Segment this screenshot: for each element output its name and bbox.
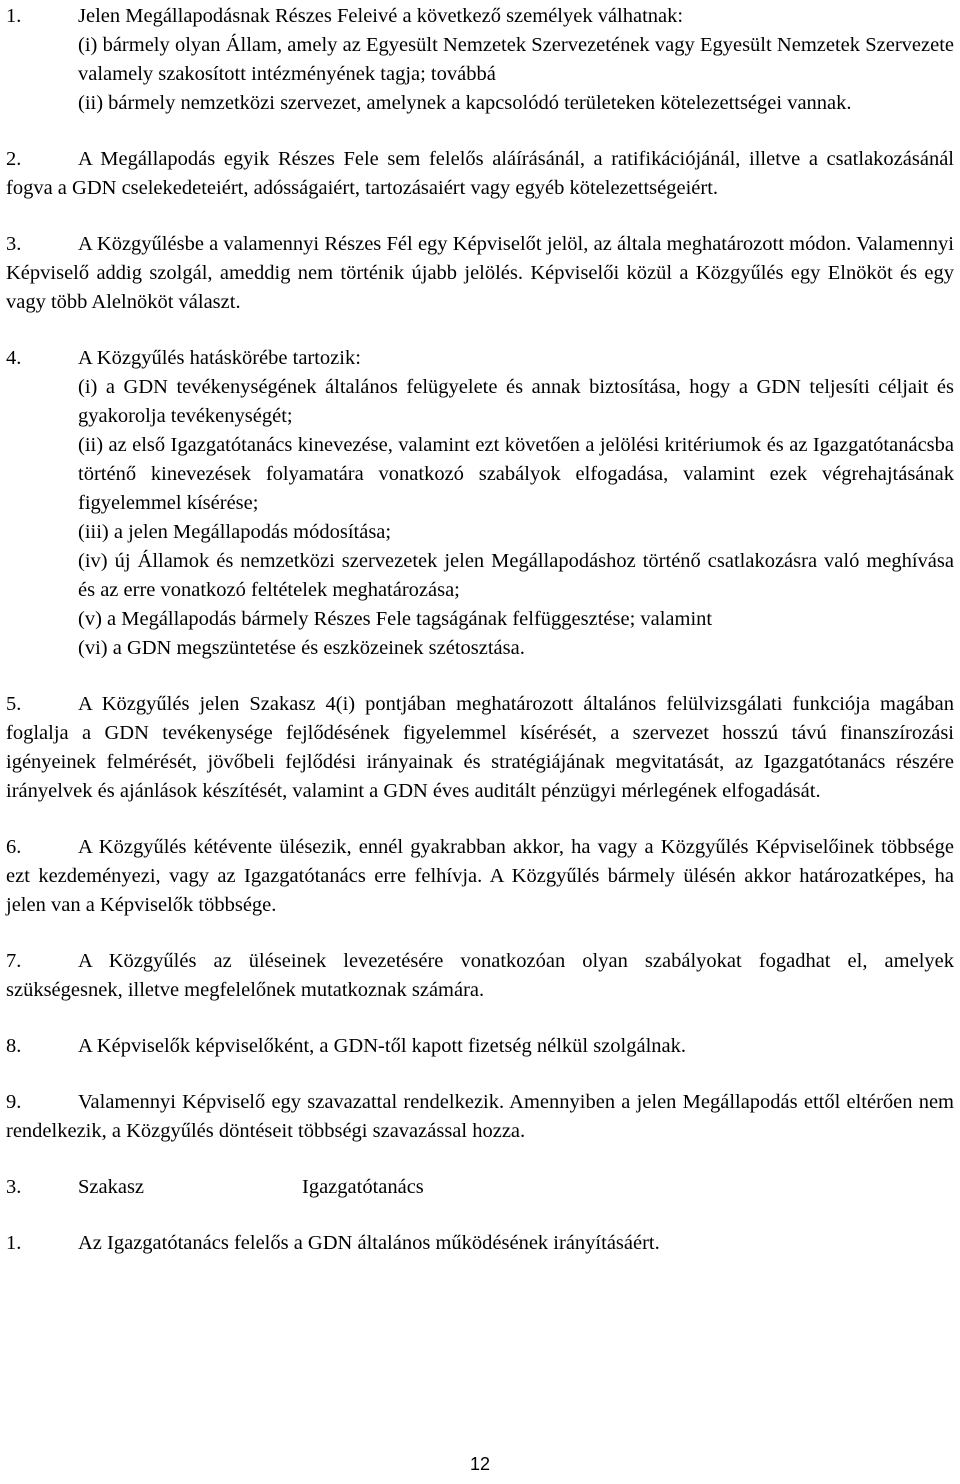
page-number: 12 (469, 1454, 491, 1474)
item-1-sub-ii: (ii) bármely nemzetközi szervezet, amelynek a kapcsolódó területeken kötelezettségei vannak. (78, 92, 852, 114)
item-4-sub-v: (v) a Megállapodás bármely Részes Fele tagságának felfüggesztése; valamint (78, 608, 713, 630)
item-number: 5. (6, 693, 22, 715)
item-8: 8. A Képviselők képviselőként, a GDN-től kapott fizetség nélkül szolgálnak. (6, 1032, 954, 1061)
item-5: 5. A Közgyűlés jelen Szakasz 4(i) pontjában meghatározott általános felülvizsgálati funkciója magában foglalja a GDN tevékenysége fejlődésének figyelemmel kísérését, a szervezet hosszú távú finanszírozási igényeinek felmérését, jövőbeli fejlődési irányainak és stratégiájának megvitatását, az Igazgatótanács részére irányelvek és ajánlások készítését, valamint a GDN éves auditált pénzügyi mérlegének elfogadását. (6, 690, 954, 806)
item-1-sub-i: (i) bármely olyan Állam, amely az Egyesült Nemzetek Szervezetének vagy Egyesült Nemzetek Szervezete valamely szakosított intézményének tagja; továbbá (78, 34, 954, 85)
item-4-sub-ii: (ii) az első Igazgatótanács kinevezése, valamint ezt követően a jelölési kritériumok és az Igazgatótanácsba történő kinevezések folyamatára vonatkozó szabályok elfogadása, valamint ezek végrehajtásának figyelemmel kísérése; (78, 434, 954, 514)
item-4-intro: 4. A Közgyűlés hatáskörébe tartozik: (6, 344, 954, 373)
item-number: 4. (6, 347, 22, 369)
item-1-intro: 1. Jelen Megállapodásnak Részes Feleivé a következő személyek válhatnak: (6, 2, 954, 31)
item-number: 1. (6, 1232, 22, 1254)
item-3: 3. A Közgyűlésbe a valamennyi Részes Fél egy Képviselőt jelöl, az általa meghatározott módon. Valamennyi Képviselő addig szolgál, ameddig nem történik újabb jelölés. Képviselői közül a Közgyűlés egy Elnököt és egy vagy több Alelnököt választ. (6, 230, 954, 317)
item-1 (6, 2, 954, 118)
section-3-heading (6, 1173, 954, 1202)
item-4-sub-iv: (iv) új Államok és nemzetközi szervezetek jelen Megállapodáshoz történő csatlakozásra való meghívása és az erre vonatkozó feltételek meghatározása; (78, 550, 954, 601)
item-4-sub-iii: (iii) a jelen Megállapodás módosítása; (78, 521, 392, 543)
section-3-item-1: 1. Az Igazgatótanács felelős a GDN általános működésének irányításáért. (6, 1229, 954, 1258)
item-number: 9. (6, 1091, 22, 1113)
section-word: Szakasz (78, 1176, 145, 1198)
item-4-sub-vi: (vi) a GDN megszüntetése és eszközeinek szétosztása. (78, 637, 525, 659)
item-2: 2. A Megállapodás egyik Részes Fele sem felelős aláírásánál, a ratifikációjánál, illetve a csatlakozásánál fogva a GDN cselekedeteiért, adósságaiért, tartozásaiért vagy egyéb kötelezettségeiért. (6, 145, 954, 203)
item-number: 2. (6, 148, 22, 170)
item-number: 1. (6, 5, 22, 27)
item-4-sub-i: (i) a GDN tevékenységének általános felügyelete és annak biztosítása, hogy a GDN teljesíti céljait és gyakorolja tevékenységét; (78, 376, 954, 427)
item-number: 7. (6, 950, 22, 972)
item-number: 3. (6, 233, 22, 255)
item-7: 7. A Közgyűlés az üléseinek levezetésére vonatkozóan olyan szabályokat fogadhat el, amelyek szükségesnek, illetve megfelelőnek mutatkoznak számára. (6, 947, 954, 1005)
item-number: 6. (6, 836, 22, 858)
item-4 (6, 344, 954, 663)
item-6: 6. A Közgyűlés kétévente ülésezik, ennél gyakrabban akkor, ha vagy a Közgyűlés Képviselőinek többsége ezt kezdeményezi, vagy az Igazgatótanács erre felhívja. A Közgyűlés bármely ülésén akkor határozatképes, ha jelen van a Képviselők többsége. (6, 833, 954, 920)
section-number: 3. (6, 1176, 22, 1198)
section-title: Igazgatótanács (302, 1176, 424, 1198)
document-page (6, 2, 954, 1258)
item-9: 9. Valamennyi Képviselő egy szavazattal rendelkezik. Amennyiben a jelen Megállapodás ettől eltérően nem rendelkezik, a Közgyűlés döntéseit többségi szavazással hozza. (6, 1088, 954, 1146)
item-number: 8. (6, 1035, 22, 1057)
